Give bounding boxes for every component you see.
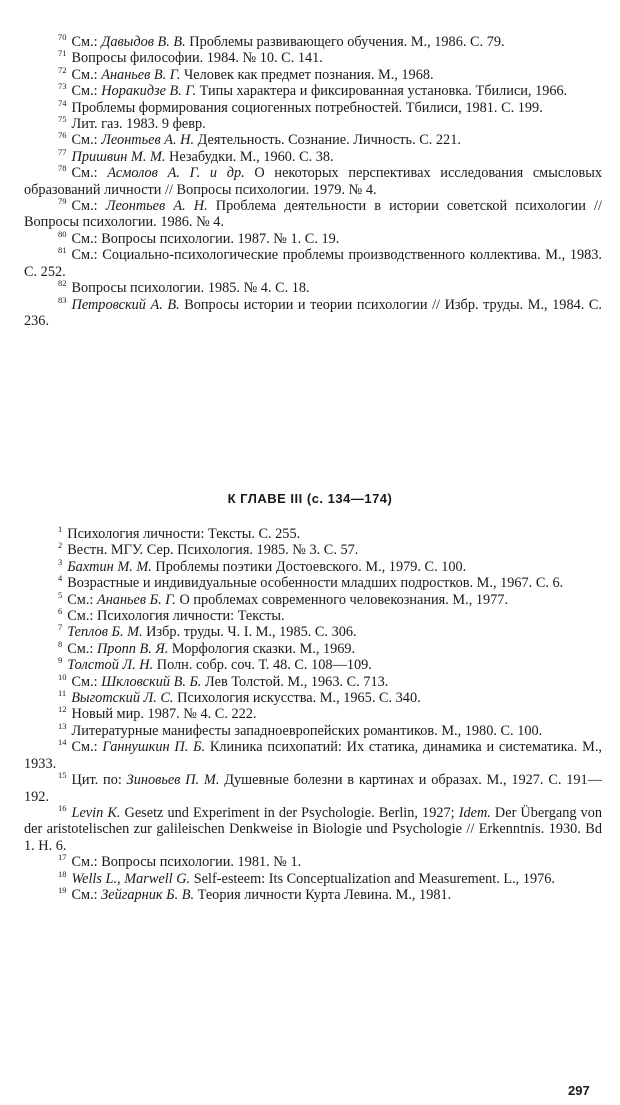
footnote-text: Типы характера и фиксированная установка. Тбилиси, 1966. xyxy=(196,83,568,100)
footnote-text: Психология искусства. М., 1965. С. 340. xyxy=(173,690,421,707)
footnote-number: 16 xyxy=(58,802,67,813)
footnote-author: Пришвин М. М. xyxy=(71,148,166,165)
footnote-number: 78 xyxy=(58,163,67,174)
footnote-text: Теория личности Курта Левина. М., 1981. xyxy=(194,886,452,903)
footnote xyxy=(24,50,602,66)
footnote-number: 72 xyxy=(58,64,67,75)
footnote-text: Вестн. МГУ. Сер. Психология. 1985. № 3. С. 57. xyxy=(67,542,359,559)
footnote-number: 1 xyxy=(58,524,63,534)
footnote-number: 77 xyxy=(58,146,67,157)
footnote-number: 74 xyxy=(58,97,67,108)
footnote xyxy=(24,624,602,640)
footnote-text: Избр. труды. Ч. I. М., 1985. С. 306. xyxy=(142,624,357,641)
footnote-number: 11 xyxy=(58,688,67,699)
footnote-number: 2 xyxy=(58,540,63,551)
footnote-text: См.: Вопросы психологии. 1987. № 1. С. 19. xyxy=(71,230,340,247)
footnote xyxy=(24,228,602,247)
footnote-number: 13 xyxy=(58,720,67,731)
footnote-number: 17 xyxy=(58,852,67,863)
footnote-text: Цит. по: xyxy=(71,772,127,789)
footnotes-previous-chapter xyxy=(24,34,602,329)
footnote-number: 12 xyxy=(58,704,67,715)
footnote xyxy=(24,165,602,198)
footnote-author: Пропп В. Я. xyxy=(96,640,169,657)
footnote-text: Человек как предмет познания. М., 1968. xyxy=(180,66,434,83)
footnote-number: 5 xyxy=(58,589,63,600)
footnote xyxy=(24,97,602,116)
footnote-number: 10 xyxy=(58,671,67,682)
footnote xyxy=(24,294,602,330)
footnote-number: 8 xyxy=(58,638,63,649)
footnote xyxy=(24,542,602,558)
footnote-author: Леонтьев А. Н. xyxy=(101,132,195,149)
footnote-number: 18 xyxy=(58,868,67,879)
footnote-author: Петровский А. В. xyxy=(71,296,180,313)
footnote-number: 81 xyxy=(58,245,67,256)
footnote xyxy=(24,671,602,690)
footnote-text: Душевные болезни в картинах и образах. М., 1927. С. 191—192. xyxy=(24,772,602,805)
footnote xyxy=(24,146,602,165)
footnote-text: Проблемы поэтики Достоевского. М., 1979. С. 100. xyxy=(151,558,467,575)
footnote-author: Wells L., Marwell G. xyxy=(71,870,191,887)
footnote xyxy=(24,280,602,296)
footnote-text: См.: xyxy=(71,34,102,50)
footnote xyxy=(24,802,602,854)
footnote-author: Ананьев Б. Г. xyxy=(96,591,176,608)
footnote-text: О некоторых перспективах исследования смысловых образований личности // Вопросы психологии. 1979. № 4. xyxy=(24,165,602,198)
footnote-author: Зейгарник Б. В. xyxy=(101,886,195,903)
footnote-text: Полн. собр. соч. Т. 48. С. 108—109. xyxy=(153,657,372,674)
footnote-text: Литературные манифесты западноевропейских романтиков. М., 1980. С. 100. xyxy=(71,722,543,739)
footnote-text: Проблема деятельности в истории советской психологии // Вопросы психологии. 1986. № 4. xyxy=(24,198,602,231)
footnote-text: См.: xyxy=(71,83,102,100)
footnote-number: 15 xyxy=(58,770,67,781)
footnote-number: 6 xyxy=(58,606,63,617)
footnotes-chapter-three xyxy=(24,526,602,903)
footnote xyxy=(24,638,602,657)
footnote-author: Ганнушкин П. Б. xyxy=(102,739,206,756)
footnote xyxy=(24,884,602,903)
footnote-text: Психология личности: Тексты. С. 255. xyxy=(67,526,301,542)
footnote-text: Лев Толстой. М., 1963. С. 713. xyxy=(201,673,389,690)
footnote-text: Морфология сказки. М., 1969. xyxy=(168,640,356,657)
footnote xyxy=(24,690,602,706)
footnote-text: Вопросы философии. 1984. № 10. С. 141. xyxy=(71,50,323,67)
footnote-text: См.: xyxy=(71,198,106,215)
footnote-author: Толстой Л. Н. xyxy=(67,657,154,674)
footnote-text: Незабудки. М., 1960. С. 38. xyxy=(165,148,334,165)
footnote-text: Деятельность. Сознание. Личность. С. 221. xyxy=(194,132,461,149)
footnote-author: Леонтьев А. Н. xyxy=(105,198,208,215)
footnote-number: 82 xyxy=(58,278,67,289)
footnote xyxy=(24,589,602,608)
footnote-text: Возрастные и индивидуальные особенности младших подростков. М., 1967. С. 6. xyxy=(67,575,564,592)
footnote-number: 9 xyxy=(58,655,63,666)
footnote-text: См.: xyxy=(71,886,102,903)
footnote-author: Шкловский В. Б. xyxy=(101,673,202,690)
footnote-text: См.: xyxy=(71,165,108,182)
footnote-text: Der Übergang von der aristotelischen zur galileischen Denkweise in Biologie und Psychologie // Erkenntnis. 1930. Bd 1. H. 6. xyxy=(24,804,602,854)
footnote xyxy=(24,83,602,99)
footnote-text: См.: xyxy=(71,132,102,149)
footnote xyxy=(24,34,602,50)
footnote xyxy=(24,132,602,148)
footnote-author: Зиновьев П. М. xyxy=(126,772,220,789)
footnote-author: Ананьев В. Г. xyxy=(101,66,181,83)
footnote-text: См.: xyxy=(71,673,102,690)
footnote-text: См.: Социально-психологические проблемы производственного коллектива. М., 1983. С. 252. xyxy=(24,247,602,280)
footnote-text: Self-esteem: Its Conceptualization and Measurement. L., 1976. xyxy=(190,870,555,887)
footnote xyxy=(24,772,602,805)
footnote-author: Давыдов В. В. xyxy=(101,34,186,50)
footnote xyxy=(24,64,602,83)
footnote-text: Проблемы развивающего обучения. М., 1986. С. 79. xyxy=(185,34,505,50)
footnote-number: 79 xyxy=(58,196,67,207)
footnote-number: 3 xyxy=(58,556,63,567)
footnote-text: О проблемах современного человекознания. М., 1977. xyxy=(175,591,509,608)
footnote-number: 83 xyxy=(58,294,67,305)
footnote xyxy=(24,575,602,591)
footnote xyxy=(24,739,602,772)
footnote-number: 73 xyxy=(58,81,67,92)
footnote-text: Новый мир. 1987. № 4. С. 222. xyxy=(71,706,257,723)
footnote-text: Gesetz und Experiment in der Psychologie. Berlin, 1927; xyxy=(120,804,459,821)
footnote xyxy=(24,706,602,722)
footnote-text: См.: xyxy=(71,66,102,83)
footnote-author: Норакидзе В. Г. xyxy=(101,83,197,100)
footnote-number: 76 xyxy=(58,130,67,141)
footnote-text: Вопросы психологии. 1985. № 4. С. 18. xyxy=(71,280,310,297)
footnote-number: 19 xyxy=(58,884,67,895)
footnote-text: Вопросы истории и теории психологии // Избр. труды. М., 1984. С. 236. xyxy=(24,296,602,329)
footnote-number: 71 xyxy=(58,48,67,59)
footnote xyxy=(24,720,602,739)
footnote-author: Бахтин М. М. xyxy=(67,558,152,575)
footnote xyxy=(24,116,602,132)
footnote-number: 80 xyxy=(58,228,67,239)
chapter-notes-heading: К ГЛАВЕ III (с. 134—174) xyxy=(227,491,393,506)
footnote-number: 14 xyxy=(58,737,67,748)
footnote-text: См.: Вопросы психологии. 1981. № 1. xyxy=(71,854,302,871)
footnote-text: См.: xyxy=(71,739,103,756)
footnote xyxy=(24,657,602,673)
page-number: 297 xyxy=(568,1083,590,1098)
footnote-number: 70 xyxy=(58,32,67,42)
footnote-text: Проблемы формирования социогенных потребностей. Тбилиси, 1981. С. 199. xyxy=(71,99,543,116)
footnote xyxy=(24,854,602,870)
footnote xyxy=(24,526,602,542)
footnote-number: 7 xyxy=(58,622,63,633)
footnote xyxy=(24,247,602,280)
footnote-author: Выготский Л. С. xyxy=(71,690,174,707)
footnote-author: Асмолов А. Г. и др. xyxy=(107,165,245,182)
footnote-author: Теплов Б. М. xyxy=(67,624,143,641)
footnote xyxy=(24,556,602,575)
footnote-number: 75 xyxy=(58,114,67,125)
footnote xyxy=(24,608,602,624)
footnote xyxy=(24,868,602,887)
footnote-text: См.: xyxy=(67,591,97,608)
footnote-author: Levin K. xyxy=(71,804,121,821)
footnote-author: Idem. xyxy=(458,804,491,821)
footnote-text: См.: xyxy=(67,640,97,657)
footnote xyxy=(24,198,602,231)
footnote-number: 4 xyxy=(58,573,63,584)
footnote-text: См.: Психология личности: Тексты. xyxy=(67,608,285,625)
footnote-text: Лит. газ. 1983. 9 февр. xyxy=(71,116,206,133)
footnote-text: Клиника психопатий: Их статика, динамика и систематика. М., 1933. xyxy=(24,739,602,772)
